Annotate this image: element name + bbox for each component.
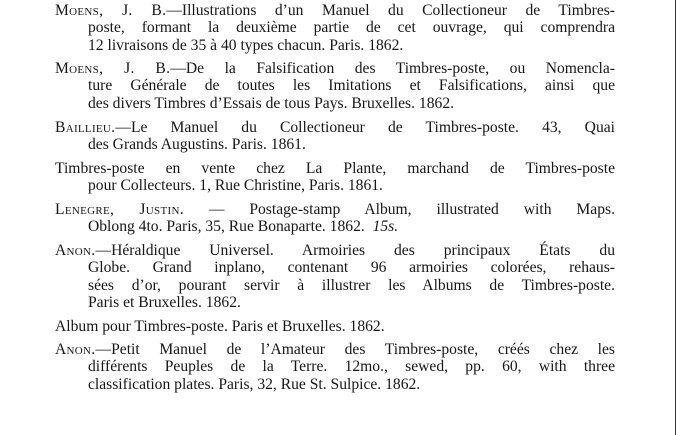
page-edge-rule xyxy=(675,0,676,435)
entry-text: Paris et Bruxelles. 1862. xyxy=(88,294,241,312)
entry-author: Baillieu. xyxy=(55,119,116,136)
entry-text: —Illustrations d’un Manuel du Collectioneur de Timbres- xyxy=(166,2,615,19)
entry-text: poste, formant la deuxième partie de cet ouvrage, qui comprendra xyxy=(88,19,615,37)
entry-text: Timbres-poste en vente chez La Plante, marchand de Timbres-poste xyxy=(55,160,615,177)
bibliography-entry xyxy=(55,60,615,112)
entry-author: Anon. xyxy=(55,242,96,259)
entry-author: Moens, J. B. xyxy=(55,60,171,77)
bibliography-entry xyxy=(55,160,615,195)
entry-text: ture Générale de toutes les Imitations et Falsifications, ainsi que xyxy=(88,77,615,95)
bibliography-entry xyxy=(55,201,615,236)
bibliography-entry xyxy=(55,318,615,335)
entry-price: 15s. xyxy=(372,218,399,236)
bibliography-entry xyxy=(55,242,615,312)
bibliography-entry xyxy=(55,119,615,154)
entry-text: — Postage-stamp Album, illustrated with Maps. xyxy=(183,201,615,218)
bibliography-entry xyxy=(55,341,615,393)
entry-author: Moens, J. B. xyxy=(55,2,167,19)
entry-text: Oblong 4to. Paris, 35, Rue Bonaparte. 1862. xyxy=(88,218,365,236)
entry-text: Album pour Timbres-poste. Paris et Bruxelles. 1862. xyxy=(55,318,385,335)
bibliography-entry xyxy=(55,2,615,54)
entry-author: Lenegre, Justin. xyxy=(55,201,184,218)
entry-text: pour Collecteurs. 1, Rue Christine, Paris. 1861. xyxy=(88,177,383,195)
entry-text: sées d’or, pourant servir à illustrer les Albums de Timbres-poste. xyxy=(88,276,615,294)
entry-text: —De la Falsification des Timbres-poste, ou Nomencla- xyxy=(170,60,616,77)
entry-text: classification plates. Paris, 32, Rue St. Sulpice. 1862. xyxy=(88,375,421,393)
entry-text: différents Peuples de la Terre. 12mo., sewed, pp. 60, with three xyxy=(88,358,615,376)
entry-text: des divers Timbres d’Essais de tous Pays. Bruxelles. 1862. xyxy=(88,94,455,112)
entry-text: —Petit Manuel de l’Amateur des Timbres-poste, créés chez les xyxy=(95,341,615,358)
entry-text: —Le Manuel du Collectioneur de Timbres-poste. 43, Quai xyxy=(115,119,615,136)
entry-author: Anon. xyxy=(55,341,96,358)
entry-text: Globe. Grand inplano, contenant 96 armoiries colorées, rehaus- xyxy=(88,259,615,277)
entry-text: 12 livraisons de 35 à 40 types chacun. Paris. 1862. xyxy=(88,36,404,54)
entry-text: des Grands Augustins. Paris. 1861. xyxy=(88,136,306,154)
entry-text: —Héraldique Universel. Armoiries des principaux États du xyxy=(95,242,615,259)
